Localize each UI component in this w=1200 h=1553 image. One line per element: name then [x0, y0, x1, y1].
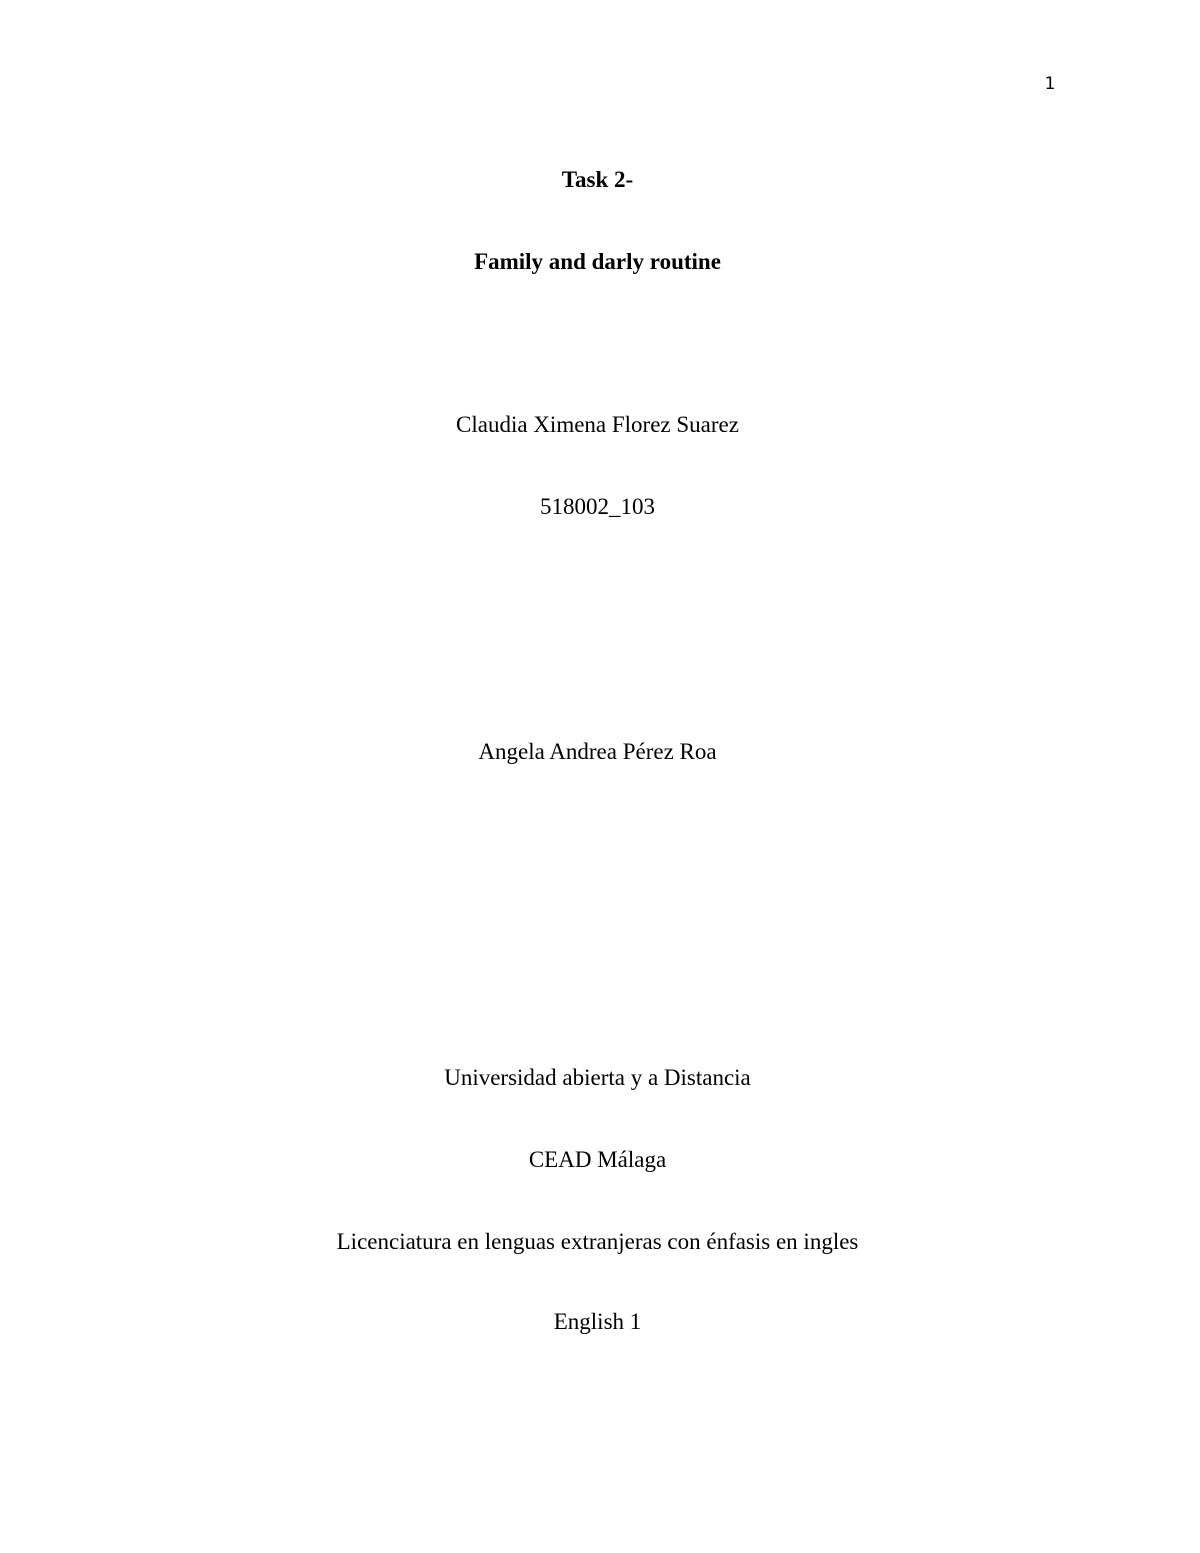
page-number: 1 — [1044, 74, 1056, 94]
program-name: Licenciatura en lenguas extranjeras con énfasis en ingles — [336, 1229, 859, 1254]
tutor-name: Angela Andrea Pérez Roa — [478, 739, 717, 764]
student-name: Claudia Ximena Florez Suarez — [456, 412, 739, 437]
group-code: 518002_103 — [540, 494, 655, 519]
university-name: Universidad abierta y a Distancia — [444, 1065, 751, 1090]
task-heading: Task 2- — [561, 167, 634, 192]
document-title: Family and darly routine — [474, 249, 721, 274]
course-name: English 1 — [553, 1309, 642, 1334]
center-name: CEAD Málaga — [528, 1147, 667, 1172]
